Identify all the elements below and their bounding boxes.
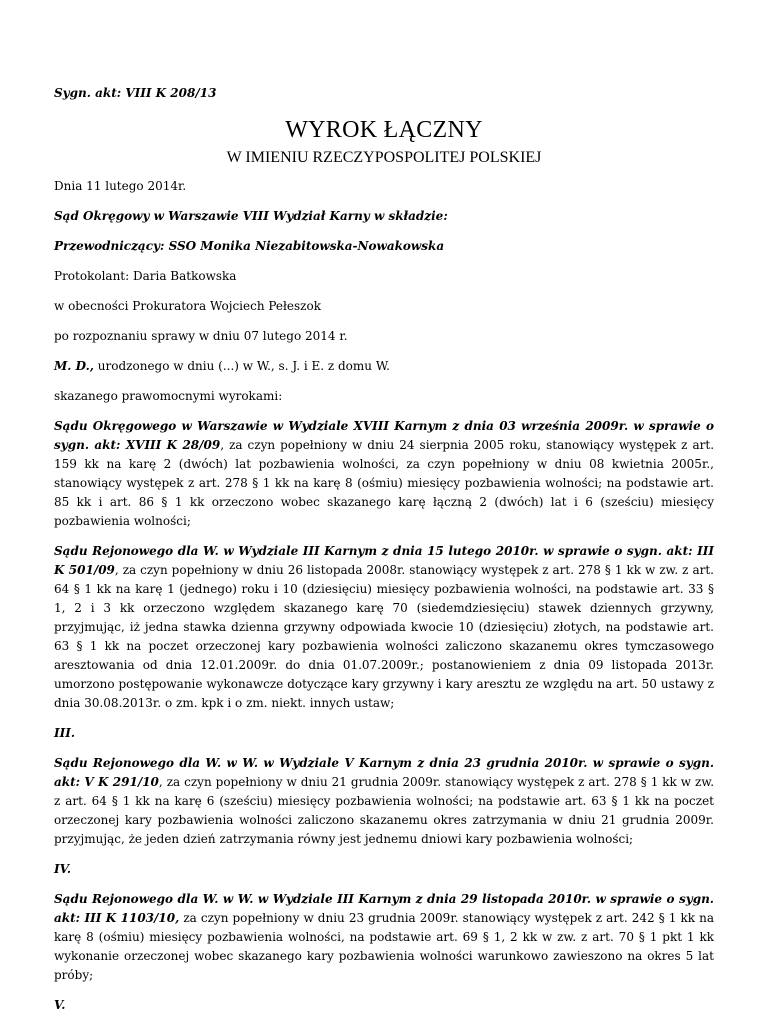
section-heading: III. [54, 726, 76, 740]
case-signature: Sygn. akt: VIII K 208/13 [54, 86, 217, 100]
section-heading: V. [54, 998, 66, 1012]
judgment-court-ref: Sądu Rejonowego dla W. w W. w Wydziale III Karnym z dnia 29 listopada 2010r. w sprawie o sygn. akt: III K 1103/10, [54, 892, 714, 925]
judgment-court-ref: Sądu Okręgowego w Warszawie w Wydziale XVIII Karnym z dnia 03 września 2009r. w sprawie o sygn. akt: XVIII K 28/09 [54, 419, 714, 452]
judgment-text: , za czyn popełniony w dniu 21 grudnia 2009r. stanowiący występek z art. 278 § 1 kk w zw. z art. 64 § 1 kk na karę 6 (sześciu) miesięcy pozbawienia wolności; na podstawie art. 63 § 1 kk na poczet orzeczonej kary pozbawienia wolności zaliczono skazanemu okres zatrzymania w dniu 21 grudnia 2009r. przyjmując, że jeden dzień zatrzymania równy jest jednemu dniowi kary pozbawienia wolności; [54, 775, 715, 846]
judgment-paragraph [54, 417, 714, 531]
section-heading: IV. [54, 862, 72, 876]
court-composition: Sąd Okręgowy w Warszawie VIII Wydział Karny w składzie: [54, 209, 448, 223]
defendant-paragraph [54, 357, 714, 376]
judgment-court-ref: Sądu Rejonowego dla W. w Wydziale III Karnym z dnia 15 lutego 2010r. w sprawie o sygn. akt: III K 501/09 [54, 544, 714, 577]
judgment-date: Dnia 11 lutego 2014r. [54, 179, 187, 193]
defendant-name: M. D., [54, 359, 94, 373]
judgment-paragraph [54, 754, 714, 849]
court-clerk: Protokolant: Daria Batkowska [54, 269, 237, 283]
judgment-text: za czyn popełniony w dniu 23 grudnia 2009r. stanowiący występek z art. 242 § 1 kk na karę 8 (ośmiu) miesięcy pozbawienia wolności, na podstawie art. 69 § 1, 2 kk w zw. z art. 70 § 1 pkt 1 kk wykonanie orzeczonej wobec skazanego kary pozbawienia wolności warunkowo zawieszono na okres 5 lat próby; [54, 911, 714, 982]
judgment-text: , za czyn popełniony w dniu 24 sierpnia 2005 roku, stanowiący występek z art. 159 kk na karę 2 (dwóch) lat pozbawienia wolności, za czyn popełniony w dniu 08 kwietnia 2005r., stanowiący występek z art. 278 § 1 kk na karę 8 (ośmiu) miesięcy pozbawienia wolności; na podstawie art. 85 kk i art. 86 § 1 kk orzeczono wobec skazanego karę łączną 2 (dwóch) lat i 6 (sześciu) miesięcy pozbawienia wolności; [54, 438, 715, 528]
presiding-judge: Przewodniczący: SSO Monika Niezabitowska-Nowakowska [54, 239, 445, 253]
hearing-date: po rozpoznaniu sprawy w dniu 07 lutego 2014 r. [54, 329, 348, 343]
defendant-details: urodzonego w dniu (...) w W., s. J. i E. z domu W. [93, 359, 390, 373]
judgment-paragraph [54, 890, 714, 985]
document-title: WYROK ŁĄCZNY [285, 117, 483, 143]
judgment-court-ref: Sądu Rejonowego dla W. w W. w Wydziale V Karnym z dnia 23 grudnia 2010r. w sprawie o sygn. akt: V K 291/10 [54, 756, 714, 789]
document-body [54, 84, 714, 1026]
judgment-paragraph [54, 542, 714, 713]
judgment-text: , za czyn popełniony w dniu 26 listopada 2008r. stanowiący występek z art. 278 § 1 kk w zw. z art. 64 § 1 kk na karę 1 (jednego) roku i 10 (dziesięciu) miesięcy pozbawienia wolności, na podstawie art. 33 § 1, 2 i 3 kk orzeczono względem skazanego karę 70 (siedemdziesięciu) stawek dziennych grzywny, przyjmując, iż jedna stawka dzienna grzywny odpowiada kwocie 10 (dziesięciu) złotych, na podstawie art. 63 § 1 kk na poczet orzeczonej kary pozbawienia wolności zaliczono skazanemu okres tymczasowego aresztowania od dnia 12.01.2009r. do dnia 01.07.2009r.; postanowieniem z dnia 09 listopada 2013r. umorzono postępowanie wykonawcze dotyczące kary grzywny i kary aresztu ze względu na art. 50 ustawy z dnia 30.08.2013r. o zm. kpk i o zm. niekt. innych ustaw; [54, 563, 714, 710]
prosecutor: w obecności Prokuratora Wojciech Pełeszok [54, 299, 321, 313]
convicted-by: skazanego prawomocnymi wyrokami: [54, 389, 283, 403]
document-subtitle: W IMIENIU RZECZYPOSPOLITEJ POLSKIEJ [226, 149, 542, 166]
